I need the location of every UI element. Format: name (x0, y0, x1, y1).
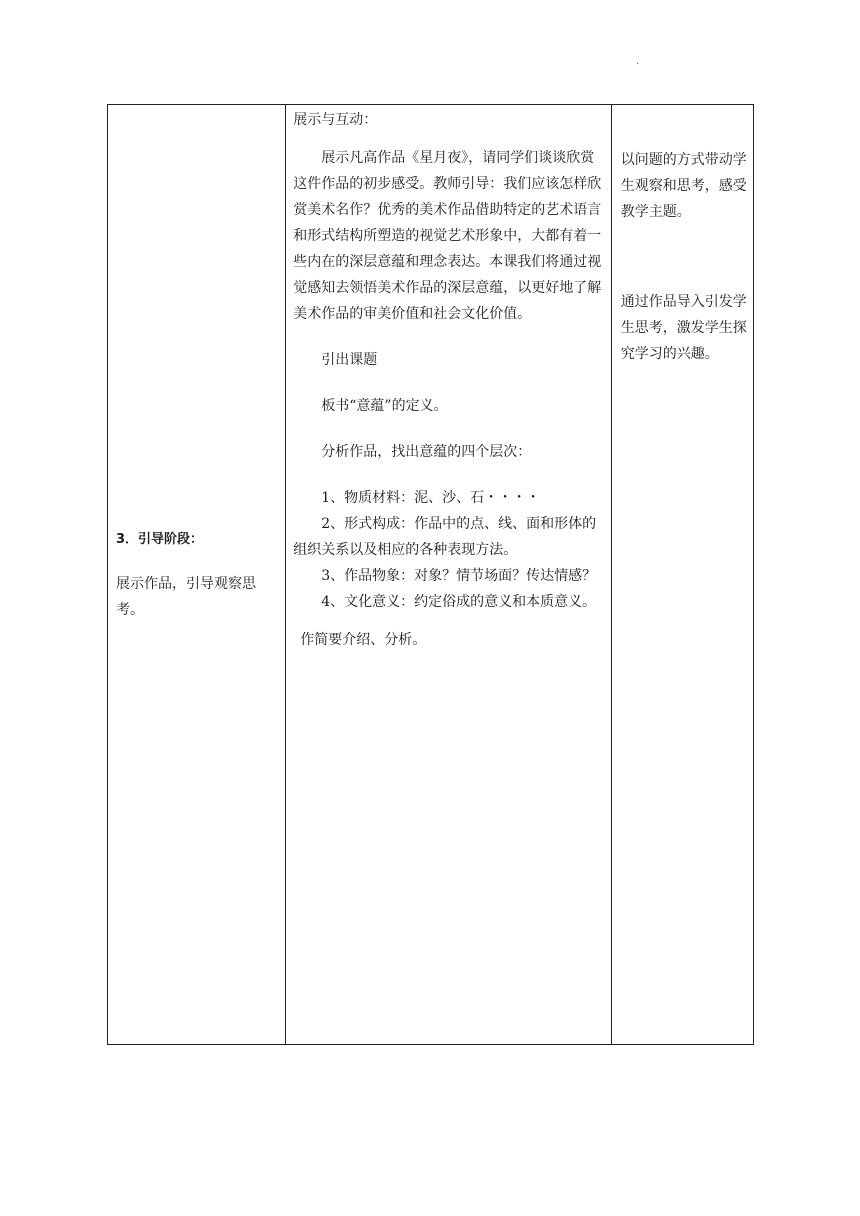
stage-title: 3．引导阶段： (116, 531, 204, 547)
content-heading: 展示与互动： (293, 112, 378, 128)
table-row (108, 105, 754, 1045)
level-item-2: 2、形式构成：作品中的点、线、面和形体的组织关系以及相应的各种表现方法。 (293, 516, 597, 558)
lesson-plan-table (107, 104, 754, 1045)
purpose-second: 通过作品导入引发学生思考，激发学生探究学习的兴趣。 (620, 294, 747, 362)
content-cell (286, 105, 612, 1045)
content-intro: 展示凡高作品《星月夜》，请同学们谈谈欣赏这件作品的初步感受。教师引导：我们应该怎样欣赏美术名作？优秀的美术作品借助特定的艺术语言和形式结构所塑造的视觉艺术形象中，大都有着一些内在的深层意蕴和理念表达。本课我们将通过视觉感知去领悟美术作品的深层意蕴，以更好地了解美术作品的审美价值和社会文化价值。 (293, 150, 602, 322)
content-closing: 作简要介绍、分析。 (300, 632, 427, 648)
content-topic: 引出课题 (321, 352, 378, 368)
level-item-4: 4、文化意义：约定俗成的意义和本质意义。 (321, 594, 597, 610)
stage-cell (108, 105, 286, 1045)
stage-description: 展示作品，引导观察思考。 (116, 575, 256, 618)
level-item-3: 3、作品物象：对象？情节场面？传达情感？ (321, 568, 597, 584)
purpose-cell (611, 105, 753, 1045)
content-analysis: 分析作品，找出意蕴的四个层次： (321, 444, 532, 460)
purpose-first: 以问题的方式带动学生观察和思考，感受教学主题。 (620, 152, 747, 220)
level-item-1: 1、物质材料：泥、沙、石・・・・ (321, 490, 541, 506)
content-board: 板书“意蕴”的定义。 (321, 398, 448, 414)
page-marker: . (636, 56, 640, 67)
